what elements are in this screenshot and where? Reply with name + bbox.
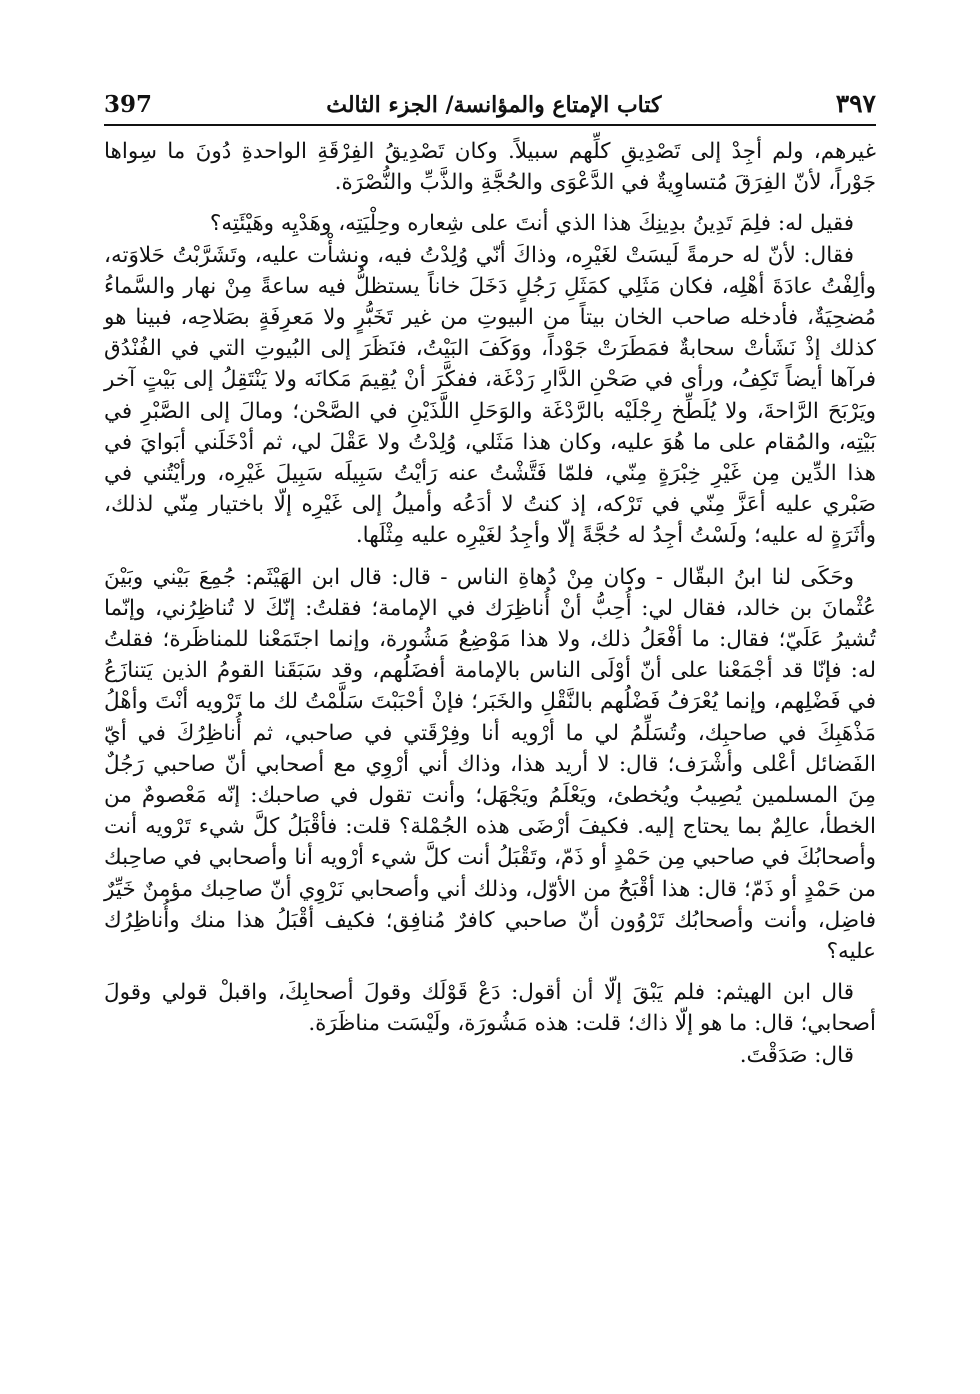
- page-number-latin: 397: [104, 91, 153, 118]
- page-number-arabic: ٣٩٧: [835, 89, 876, 118]
- running-header: [104, 78, 876, 126]
- paragraph: وحَكَى لنا ابنُ البقّال - وكان مِنْ دُهاةِ الناس - قال: قال ابن الهَيْثَم: جُمِعَ بَيْني وبَيْنَ عُثْمانَ بن خالد، فقال لي: أُحِبُّ أنْ أُناظِرَك في الإمامة؛ فقلتُ: إنّكَ لا تُناظِرُني، وإنّما تُشيرُ عَلَيّ؛ فقال: ما أفْعَلُ ذلك، ولا هذا مَوْضِعُ مَشُورة، وإنما اجتَمَعْنا للمناظَرة؛ فقلتُ له: فإنّا قد أجْمَعْنا على أنّ أوْلَى الناس بالإمامة أفضَلُهم، وقد سَبَقَنا القومُ الذين يَتنازَعُ في فَضْلِهم، وإنما يُعْرَفُ فَضْلُهم بالنَّقْلِ والخَبَر؛ فإنْ أحْبَبْتَ سَلَّمْتُ لك ما تَرْويه أنْتَ وأهْلُ مَذْهَبِكَ في صاحبِك، وتُسَلِّمُ لي ما أرْويه أنا وفِرْقَتي في صاحبي، ثم أُناظِرُكَ في أيّ الفَضائل أعْلى وأشْرَف؛ قال: لا أريد هذا، وذاك أني أرْوِي مع أصحابي أنّ صاحبي رَجُلٌ مِنَ المسلمين يُصِيبُ ويُخطئ، ويَعْلَمُ ويَجْهَل؛ وأنت تقول في صاحبك: إنّه مَعْصومٌ من الخطأ، عالِمٌ بما يحتاج إليه. فكيفَ أرْضَى هذه الجُمْلة؟ قلت: فأقْبَلُ كلَّ شيء تَرْويه أنت وأصحابُكَ في صاحبي مِن حَمْدٍ أو ذَمّ، وتَقْبَلُ أنت كلَّ شيء أرْويه أنا وأصحابي في صاحِبك من حَمْدٍ أو ذَمّ؛ قال: هذا أقْبَحُ من الأوّل، وذلك أني وأصحابي نَرْوِي أنّ صاحِبك مؤمنٌ خَيِّرٌ فاضِل، وأنت وأصحابُك تَرْوُون أنّ صاحبي كافرٌ مُنافِق؛ فكيف أقْبَلُ هذا منك وأُناظِرُك عليه؟: [104, 564, 876, 965]
- running-title: كتاب الإمتاع والمؤانسة/ الجزء الثالث: [326, 92, 662, 118]
- paragraph: قال: صَدَقْتَ.: [739, 1042, 854, 1068]
- paragraph: قال ابن الهيثم: فلم يَبْقَ إلّا أن أقول: دَعْ قَوْلَك وقولَ أصحابِكَ، واقبلْ قولي وقولَ أصحابي؛ قال: ما هو إلّا ذاك؛ قلت: هذه مَشُورَة، ولَيْسَت مناظَرَة.: [104, 980, 876, 1037]
- page-body: [104, 136, 876, 1071]
- paragraph: فقيل له: فلِمَ تَدِينُ بدِينِكَ هذا الذي أنتَ على شِعاره وحِلْيَتِه، وهَدْيِه وهَيْئَتِه؟: [209, 211, 854, 237]
- paragraph: فقال: لأنّ له حرمةً لَيسَتْ لغَيْرِه، وذاكَ أنّي وُلِدْتُ فيه، ونشأْت عليه، وتَشَرَّبْتُ حَلاوَته، وألِفْتُ عادَةَ أهْلِه، فكان مَثَلِي كمَثَلِ رَجُلٍ دَخَلَ خاناً يستظلُّ فيه ساعةً مِنْ نهار والسَّماءُ مُضحِيَةٌ، فأدخله صاحب الخان بيتاً من البيوتِ من غير تَخَبُّرٍ ولا مَعرِفَةٍ بصَلاحِه، فبينا هو كذلك إذْ نَشَأتْ سحابةٌ فمَطَرَتْ جَوْداً، ووَكَفَ البَيْتُ، فنَظَرَ إلى البُيوتِ التي في الفُنْدُق فرآها أيضاً تَكِفُ، ورأى في صَحْنِ الدَّارِ رَدْغَة، ففكَّرَ أنْ يُقِيمَ مَكانَه ولا يَنْتَقِلُ إلى بَيْتٍ آخر ويَرْبَحَ الرَّاحةَ، ولا يُلَطِّخ رِجْلَيْه بالرَّدْغَة والوَحَلِ اللَّذَيْنِ في الصَّحْن؛ ومالَ إلى الصَّبْرِ في بَيْتِه، والمُقام على ما هُوَ عليه، وكان هذا مَثَلي، وُلِدْتُ ولا عَقْلَ لي، ثم أدْخَلَني أبَوايَ في هذا الدِّين مِن غَيْرِ خِبْرَةٍ مِنّي، فلمّا فَتَّشْتُ عنه رَأيْتُ سَبِيلَه سَبِيلَ غَيْرِه، ورأيْتُني في صَبْري عليه أعَزَّ مِنّي في تَرْكه، إذ كنتُ لا أدَعُه وأميلُ إلى غَيْرِه إلّا باختيار مِنّي لذلك، وأثَرَةٍ له عليه؛ ولَسْتُ أجِدُ له حُجَّةً إلّا وأجِدُ لغَيْرِه عليه مِثْلَها.: [104, 242, 876, 549]
- paragraph: غيرهم، ولم أجِدْ إلى تَصْدِيقِ كلِّهم سبيلاً. وكان تَصْدِيقُ الفِرْقَةِ الواحدةِ دُونَ ما سِواها جَوْراً، لأنّ الفِرَقَ مُتساوِيةٌ في الدَّعْوَى والحُجَّةِ والذَّبِّ والنُّصْرَة.: [104, 139, 876, 196]
